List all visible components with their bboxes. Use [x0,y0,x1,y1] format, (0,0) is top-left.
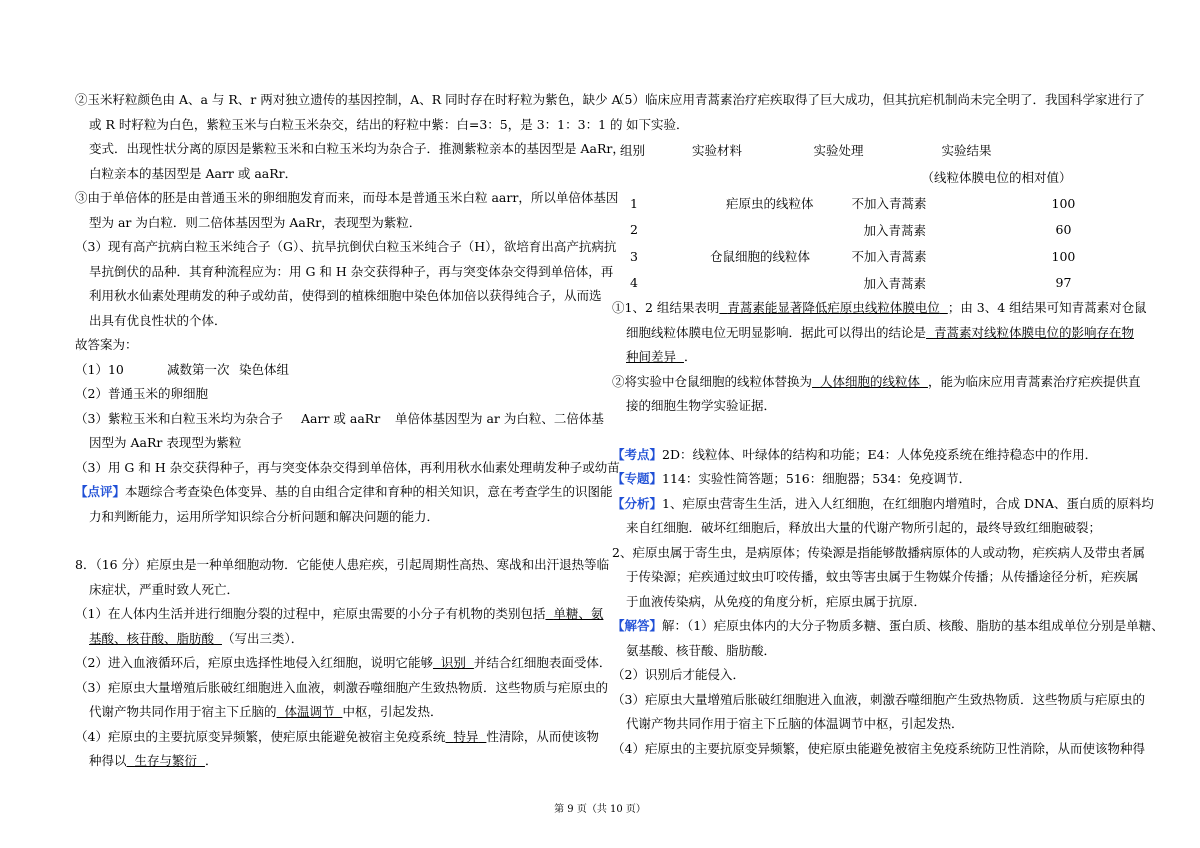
question-line [612,370,1141,395]
table-row [620,190,1122,217]
question-line [75,725,599,750]
question-text: ． [204,753,218,768]
answer-part: 染色体组 [239,361,290,377]
answer-part: Aarr 或 aaRr [301,410,381,426]
question-text: 并结合红细胞表面受体． [473,655,612,670]
question-line: （3）疟原虫大量增殖后胀破红细胞进入血液，刺激吞噬细胞产生致热物质．这些物质与疟原虫的 [75,679,608,695]
answer-part: 减数第一次 [167,361,230,377]
table-cell: 97 [1055,275,1072,291]
zhuanti-text: 114：实验性简答题；516：细胞器；534：免疫调节． [662,471,972,486]
table-cell: 4 [630,275,638,291]
question-line: 8．（16 分）疟原虫是一种单细胞动物．它能使人患疟疾，引起周期性高热、寒战和出汗退热等临 [75,557,610,572]
table-cell: 60 [1055,222,1072,238]
answer-blank: 人体细胞的线粒体 [819,373,920,389]
fenxi-line [612,492,1154,517]
question-line: 接的细胞生物学实验证据． [626,398,777,413]
question-text: ；由 3、4 组结果可知青蒿素对仓鼠 [947,300,1147,315]
table-header: 实验处理 [813,143,864,159]
table-cell: 加入青蒿素 [863,222,927,238]
fenxi-line: 于血液传染病，从免疫的角度分析，疟原虫属于抗原． [626,593,927,609]
table-cell: 3 [630,248,638,264]
table-header: 实验材料 [692,143,743,159]
question-line [75,700,595,725]
text-line: 或 R 时籽粒为白色，紫粒玉米与白粒玉米杂交，结出的籽粒中紫：白=3：5，是 3：1：3：1 的 [89,116,623,132]
answer-line: 因型为 AaRr 表现型为紫粒 [89,435,242,450]
answer-part: （1）10 [75,361,124,377]
table-cell: 不加入青蒿素 [851,196,927,212]
spacer [75,529,595,553]
question-line: （5）临床应用青蒿素治疗疟疾取得了巨大成功，但其抗疟机制尚未完全明了．我国科学家进行了 [612,92,1145,107]
table-cell: 100 [1051,248,1076,264]
experiment-table [620,137,1122,296]
question-text: （1）在人体内生活并进行细胞分裂的过程中，疟原虫需要的小分子有机物的类别包括 [75,606,546,621]
answer-part: 单倍体基因型为 ar 为白粒、二倍体基 [395,410,604,426]
question-text: ②将实验中仓鼠细胞的线粒体替换为 [612,373,813,389]
question-line [612,296,1147,321]
text-line: 旱抗倒伏的品种．其育种流程应为：用 G 和 H 杂交获得种子，再与突变体杂交得到单倍体，再 [89,263,614,279]
fenxi-line: 于传染源；疟疾通过蚊虫叮咬传播，蚊虫等害虫属于生物媒介传播；从传播途径分析，疟疾属 [626,569,1139,584]
table-cell: 2 [630,222,638,238]
kaodian-text: 2D：线粒体、叶绿体的结构和功能；E4：人体免疫系统在维持稳态中的作用． [662,446,1098,462]
question-text: （2）进入血液循环后，疟原虫选择性地侵入红细胞，说明它能够 [75,655,433,670]
text-line: 利用秋水仙素处理萌发的种子或幼苗，使得到的植株细胞中染色体加倍以获得纯合子，从而选 [89,288,602,303]
table-cell: 100 [1051,195,1076,211]
jieda-line: （2）识别后才能侵入． [612,667,745,682]
answer-line [75,358,595,383]
kaodian-tag: 【考点】 [612,446,663,462]
question-line [75,627,595,652]
kaodian-line [612,443,1132,468]
answer-line: （3）用 G 和 H 杂交获得种子，再与突变体杂交得到单倍体，再利用秋水仙素处理萌发种子或幼苗 [75,459,620,475]
comment-line: 力和判断能力，运用所学知识综合分析问题和解决问题的能力． [89,508,440,524]
table-cell: 不加入青蒿素 [851,249,927,265]
jieda-tag: 【解答】 [612,618,663,633]
text-line: 出具有优良性状的个体． [89,312,227,328]
table-cell [692,217,814,244]
question-text: 种得以 [89,753,127,768]
question-line [612,321,1132,346]
table-cell: 疟原虫的线粒体 [726,196,814,212]
question-text: 代谢产物共同作用于宿主下丘脑的 [89,704,277,719]
question-line [75,749,595,774]
jieda-line: （4）疟原虫的主要抗原变异频繁，使疟原虫能避免被宿主免疫系统防卫性消除，从而使该物种得 [612,740,1145,756]
answer-heading: 故答案为： [75,337,138,352]
table-header: 组别 [620,143,646,159]
jieda-line: 代谢产物共同作用于宿主下丘脑的体温调节中枢，引起发热． [626,716,964,731]
question-line: 床症状，严重时致人死亡． [89,581,240,597]
question-text: ①1、2 组结果表明 [612,300,720,315]
question-line [75,602,604,627]
table-cell: 1 [630,195,638,211]
comment-tag: 【点评】 [75,484,126,499]
answer-blank: 识别 [440,655,466,670]
jieda-line: （3）疟原虫大量增殖后胀破红细胞进入血液，刺激吞噬细胞产生致热物质．这些物质与疟原虫的 [612,691,1145,707]
question-line [612,345,1132,370]
question-text: （4）疟原虫的主要抗原变异频繁，使疟原虫能避免被宿主免疫系统 [75,728,446,744]
table-cell: 仓鼠细胞的线粒体 [710,249,811,265]
answer-line [75,407,604,432]
jieda-line: 氨基酸、核苷酸、脂肪酸． [626,642,777,658]
question-text: （写出三类）． [221,630,304,646]
table-row [620,243,1122,270]
question-text: 细胞线粒体膜电位无明显影响．据此可以得出的结论是 [626,324,927,340]
answer-blank: 体温调节 [284,704,335,719]
answer-blank: 种间差异 [626,349,677,364]
jieda-line [612,614,1164,639]
table-cell [692,270,814,297]
answer-blank: 单糖、氨 [553,606,604,621]
text-line: （3）现有高产抗病白粒玉米纯合子（G）、抗旱抗倒伏白粒玉米纯合子（H），欲培育出高产抗病抗 [75,239,617,254]
table-row [620,270,1122,297]
text-line: 型为 ar 为白粒．则二倍体基因型为 AaRr，表现型为紫粒． [89,214,422,230]
answer-part: （3）紫粒玉米和白粒玉米均为杂合子 [75,410,283,426]
zhuanti-line [612,467,1132,492]
fenxi-text: 1、疟原虫营寄生生活，进入人红细胞，在红细胞内增殖时，合成 DNA、蛋白质的原料均 [662,495,1154,511]
comment-line [75,480,613,505]
text-line: ②玉米籽粒颜色由 A、a 与 R、r 两对独立遗传的基因控制，A、R 同时存在时籽粒为紫色，缺少 A [75,92,621,107]
table-cell: 加入青蒿素 [863,275,927,291]
right-column [612,88,1164,761]
fenxi-line: 2、疟原虫属于寄生虫，是病原体；传染源是指能够散播病原体的人或动物，疟疾病人及带虫者属 [612,544,1145,560]
text-line: 变式．出现性状分离的原因是紫粒玉米和白粒玉米均为杂合子．推测紫粒亲本的基因型是 AaRr， [89,141,625,156]
zhuanti-tag: 【专题】 [612,471,663,486]
page-footer: 第 9 页（共 10 页） [554,804,646,815]
answer-blank: 生存与繁衍 [134,753,197,768]
fenxi-line: 来自红细胞．破坏红细胞后，释放出大量的代谢产物所引起的，最终导致红细胞破裂； [626,520,1102,535]
jieda-text: 解：（1）疟原虫体内的大分子物质多糖、蛋白质、核酸、脂肪的基本组成单位分别是单糖、 [662,618,1164,633]
text-line: 白粒亲本的基因型是 Aarr 或 aaRr． [89,165,298,181]
question-text: 性清除，从而使该物 [486,728,599,744]
left-column [75,88,625,774]
text-line: ③由于单倍体的胚是由普通玉米的卵细胞发育而来，而母本是普通玉米白粒 aarr，所以单倍体基因 [75,190,619,205]
table-subheader-row [620,164,1122,191]
question-text: ，能为临床应用青蒿素治疗疟疾提供直 [927,373,1141,389]
question-line [75,651,612,676]
table-row [620,217,1122,244]
question-line: 如下实验． [626,116,689,132]
spacer [612,419,1132,443]
table-subheader: （线粒体膜电位的相对值） [921,169,1072,185]
fenxi-tag: 【分析】 [612,495,663,511]
answer-blank: 青蒿素对线粒体膜电位的影响存在物 [933,324,1134,340]
answer-blank: 特异 [453,728,479,744]
question-text: 中枢，引起发热． [342,704,443,719]
comment-text: 本题综合考查染色体变异、基的自由组合定律和育种的相关知识，意在考查学生的识图能 [125,484,613,499]
answer-line: （2）普通玉米的卵细胞 [75,386,208,401]
table-header: 实验结果 [941,143,992,159]
question-text: ． [683,349,697,364]
answer-blank: 基酸、核苷酸、脂肪酸 [89,630,215,646]
answer-blank: 青蒿素能显著降低疟原虫线粒体膜电位 [727,300,940,315]
table-header-row [620,137,1122,164]
